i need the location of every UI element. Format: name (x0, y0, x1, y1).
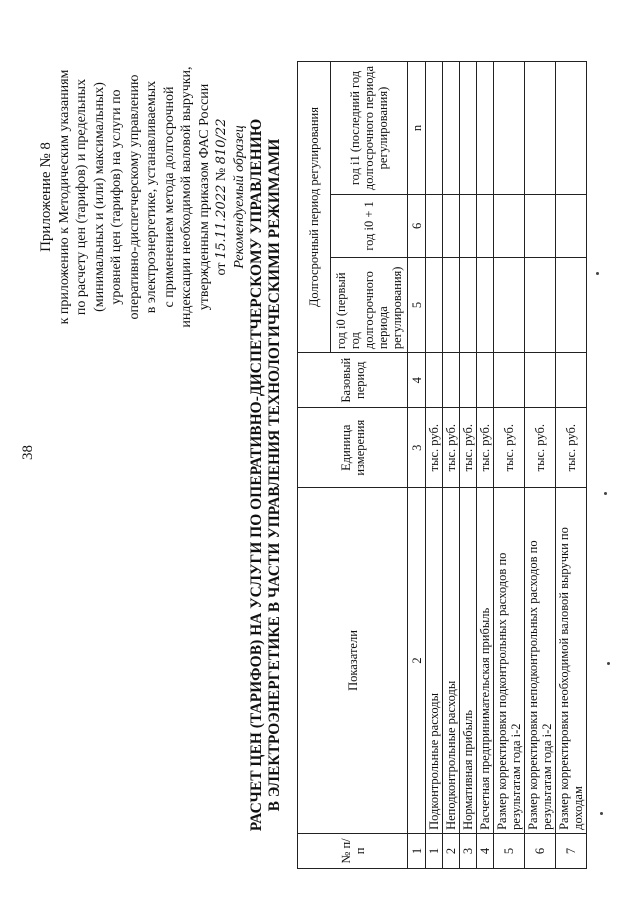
cell-empty (460, 257, 477, 352)
appendix-line: утвержденным приказом ФАС России (196, 83, 212, 311)
appendix-header (38, 47, 248, 347)
cell-empty (426, 353, 443, 408)
column-index: 6 (408, 195, 426, 258)
appendix-line: в электроэнергетике, устанавливаемых (144, 80, 159, 314)
cell-empty (426, 257, 443, 352)
table-row (460, 62, 477, 869)
scan-speck (600, 812, 603, 815)
cell-empty (443, 353, 460, 408)
table-row (494, 62, 525, 869)
row-unit: тыс. руб. (426, 408, 443, 488)
row-number: 3 (460, 833, 477, 868)
table-row (477, 62, 494, 869)
sample-note: Рекомендуемый образец (231, 125, 247, 269)
row-number: 6 (525, 833, 556, 868)
appendix-date-line (213, 47, 231, 347)
row-label: Расчетная предпринимательская прибыль (477, 488, 494, 834)
appendix-line: оперативно-диспетчерскому управлению (126, 74, 142, 320)
row-label: Размер корректировки неподконтрольных расходов по результатам года i-2 (525, 488, 556, 834)
row-number: 2 (443, 833, 460, 868)
cell-empty (460, 353, 477, 408)
cell-empty (494, 353, 525, 408)
appendix-line: уровней цен (тарифов) на услуги по (109, 89, 124, 305)
cell-empty (494, 62, 525, 195)
cell-empty (477, 257, 494, 352)
cell-empty (443, 195, 460, 258)
row-unit: тыс. руб. (494, 408, 525, 488)
cell-empty (556, 353, 587, 408)
column-index: 4 (408, 353, 426, 408)
row-unit: тыс. руб. (556, 408, 587, 488)
scan-speck (607, 662, 610, 665)
column-index-row (408, 62, 426, 869)
appendix-line: с применением метода долгосрочной (161, 86, 177, 308)
cell-empty (460, 62, 477, 195)
cell-empty (477, 195, 494, 258)
row-unit: тыс. руб. (525, 408, 556, 488)
header-year-i0: год i0 (первый год долгосрочного периода регулирования) (331, 257, 408, 352)
appendix-line: к приложению к Методическим указаниям (56, 69, 72, 325)
row-number: 7 (556, 833, 587, 868)
cell-empty (443, 62, 460, 195)
header-indicators: Показатели (298, 488, 408, 834)
row-number: 4 (477, 833, 494, 868)
cell-empty (494, 195, 525, 258)
header-long-term-period: Долгосрочный период регулирования (298, 62, 331, 353)
header-year-i1: год i1 (последний год долгосрочного периода регулирования) (331, 62, 408, 195)
scan-speck (604, 492, 607, 495)
header-base-period: Базовый период (298, 353, 408, 408)
cell-empty (525, 257, 556, 352)
cell-empty (443, 257, 460, 352)
row-label: Размер корректировки необходимой валовой выручки по доходам (556, 488, 587, 834)
cell-empty (556, 257, 587, 352)
column-index: 5 (408, 257, 426, 352)
cell-empty (477, 353, 494, 408)
row-unit: тыс. руб. (460, 408, 477, 488)
column-index: 3 (408, 408, 426, 488)
date-prefix: от (214, 262, 229, 276)
column-index: 2 (408, 488, 426, 834)
scan-speck (596, 272, 599, 275)
title-line-1: РАСЧЕТ ЦЕН (ТАРИФОВ) НА УСЛУГИ ПО ОПЕРАТИВНО-ДИСПЕТЧЕРСКОМУ УПРАВЛЕНИЮ (248, 118, 265, 832)
header-num: № п/п (298, 833, 408, 868)
table-row (525, 62, 556, 869)
handwritten-date: 15.11.2022 (214, 184, 229, 260)
cell-empty (426, 195, 443, 258)
cell-empty (494, 257, 525, 352)
row-label: Подконтрольные расходы (426, 488, 443, 834)
table-row (556, 62, 587, 869)
header-year-i0-plus-1: год i0 + 1 (331, 195, 408, 258)
page-number: 38 (20, 445, 36, 460)
row-unit: тыс. руб. (443, 408, 460, 488)
cell-empty (477, 62, 494, 195)
appendix-line: по расчету цен (тарифов) и предельных (74, 78, 89, 316)
row-number: 1 (426, 833, 443, 868)
header-row-1 (298, 62, 331, 869)
tariff-table (297, 61, 587, 869)
cell-empty (460, 195, 477, 258)
cell-empty (525, 195, 556, 258)
column-index: 1 (408, 833, 426, 868)
cell-empty (525, 62, 556, 195)
document-title (248, 85, 284, 865)
cell-empty (426, 62, 443, 195)
table-row (426, 62, 443, 869)
cell-empty (556, 62, 587, 195)
row-label: Неподконтрольные расходы (443, 488, 460, 834)
cell-empty (556, 195, 587, 258)
number-prefix: № (214, 167, 229, 182)
row-number: 5 (494, 833, 525, 868)
cell-empty (525, 353, 556, 408)
appendix-title: Приложение № 8 (38, 142, 54, 252)
title-line-2: В ЭЛЕКТРОЭНЕРГЕТИКЕ В ЧАСТИ УПРАВЛЕНИЯ ТЕХНОЛОГИЧЕСКИМИ РЕЖИМАМИ (266, 138, 283, 812)
header-unit: Единица измерения (298, 408, 408, 488)
table-row (443, 62, 460, 869)
appendix-line: индексации необходимой валовой выручки, (179, 66, 194, 328)
row-unit: тыс. руб. (477, 408, 494, 488)
row-label: Нормативная прибыль (460, 488, 477, 834)
column-index: n (408, 62, 426, 195)
row-label: Размер корректировки подконтрольных расходов по результатам года i-2 (494, 488, 525, 834)
handwritten-number: 810/22 (214, 118, 229, 165)
appendix-line: (минимальных и (или) максимальных) (91, 82, 107, 312)
